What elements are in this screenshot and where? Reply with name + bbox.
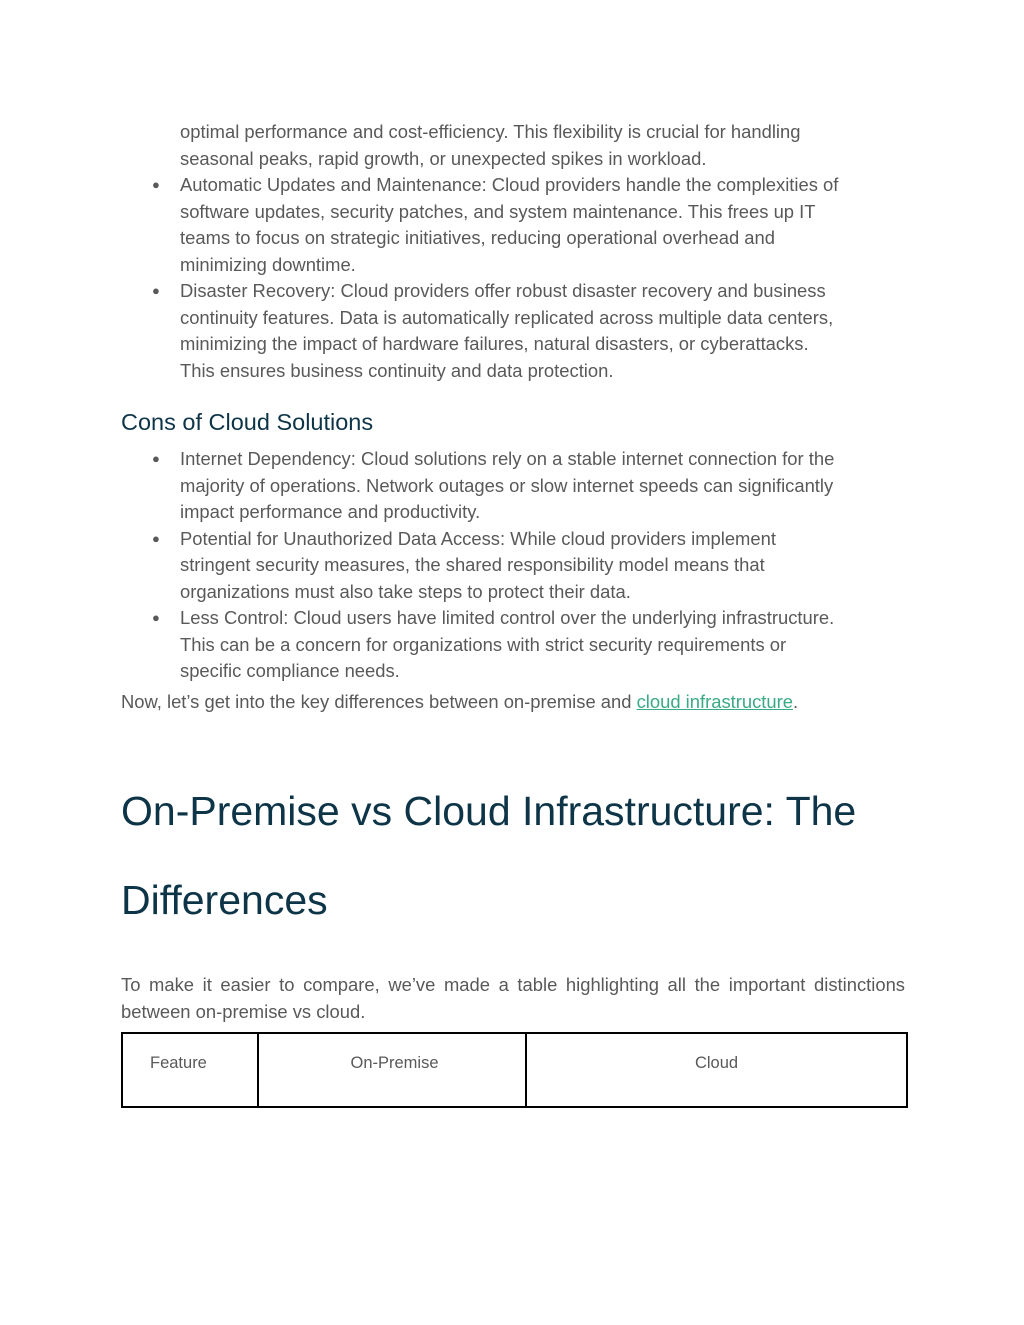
text-line: This can be a concern for organizations with strict security requirements or [180, 633, 787, 655]
text-line: Less Control: Cloud users have limited control over the underlying infrastructure. [180, 607, 835, 628]
text-line: majority of operations. Network outages or slow internet speeds can significantly [180, 474, 834, 496]
bullet-icon: ● [152, 177, 160, 192]
bullet-icon: ● [152, 451, 160, 466]
heading-line: On-Premise vs Cloud Infrastructure: The [121, 788, 857, 834]
bullet-icon: ● [152, 283, 160, 298]
text-line: organizations must also take steps to protect their data. [180, 580, 631, 602]
text-line: Potential for Unauthorized Data Access: While cloud providers implement [180, 527, 776, 549]
list-item [121, 526, 905, 606]
text-line: Automatic Updates and Maintenance: Cloud providers handle the complexities of [180, 174, 839, 195]
list-item [121, 446, 905, 526]
transition-period: . [793, 690, 799, 712]
list-item [121, 172, 905, 278]
text-line: stringent security measures, the shared responsibility model means that [180, 554, 765, 575]
text-line: teams to focus on strategic initiatives, reducing operational overhead and [180, 227, 775, 248]
text-line: Disaster Recovery: Cloud providers offer robust disaster recovery and business [180, 280, 826, 301]
text-line: impact performance and productivity. [180, 501, 481, 522]
text-line: This ensures business continuity and data protection. [180, 359, 614, 381]
header-on-premise: On-Premise [258, 1033, 526, 1107]
text-line: Internet Dependency: Cloud solutions rely on a stable internet connection for the [180, 448, 835, 469]
list-item [121, 278, 905, 384]
list-item [121, 605, 905, 685]
text-line: seasonal peaks, rapid growth, or unexpected spikes in workload. [180, 147, 707, 169]
text-line: minimizing the impact of hardware failures, natural disasters, or cyberattacks. [180, 333, 809, 354]
text-line: continuity features. Data is automatically replicated across multiple data centers, [180, 306, 834, 328]
intro-paragraph: To make it easier to compare, we’ve made a table highlighting all the important distinctions between on-premise vs cloud. [121, 974, 905, 1022]
text-line: specific compliance needs. [180, 660, 400, 681]
transition-text: Now, let’s get into the key differences between on-premise and [121, 690, 637, 712]
comparison-table [121, 1032, 908, 1108]
table-header-row [122, 1033, 907, 1107]
bullet-icon: ● [152, 610, 160, 625]
cons-heading: Cons of Cloud Solutions [121, 409, 374, 435]
header-cloud: Cloud [526, 1033, 907, 1107]
header-feature: Feature [122, 1033, 258, 1107]
pros-list [121, 172, 905, 384]
text-line: software updates, security patches, and system maintenance. This frees up IT [180, 200, 816, 222]
cons-list [121, 446, 905, 685]
section-heading [121, 767, 905, 945]
text-line: optimal performance and cost-efficiency. This flexibility is crucial for handling [180, 121, 801, 142]
cloud-infrastructure-link[interactable]: cloud infrastructure [636, 690, 793, 712]
transition-paragraph [121, 689, 905, 716]
bullet-icon: ● [152, 530, 160, 546]
document-page [121, 119, 905, 1108]
heading-line: Differences [121, 877, 328, 923]
text-line: minimizing downtime. [180, 253, 356, 275]
continued-list-item [121, 119, 905, 172]
